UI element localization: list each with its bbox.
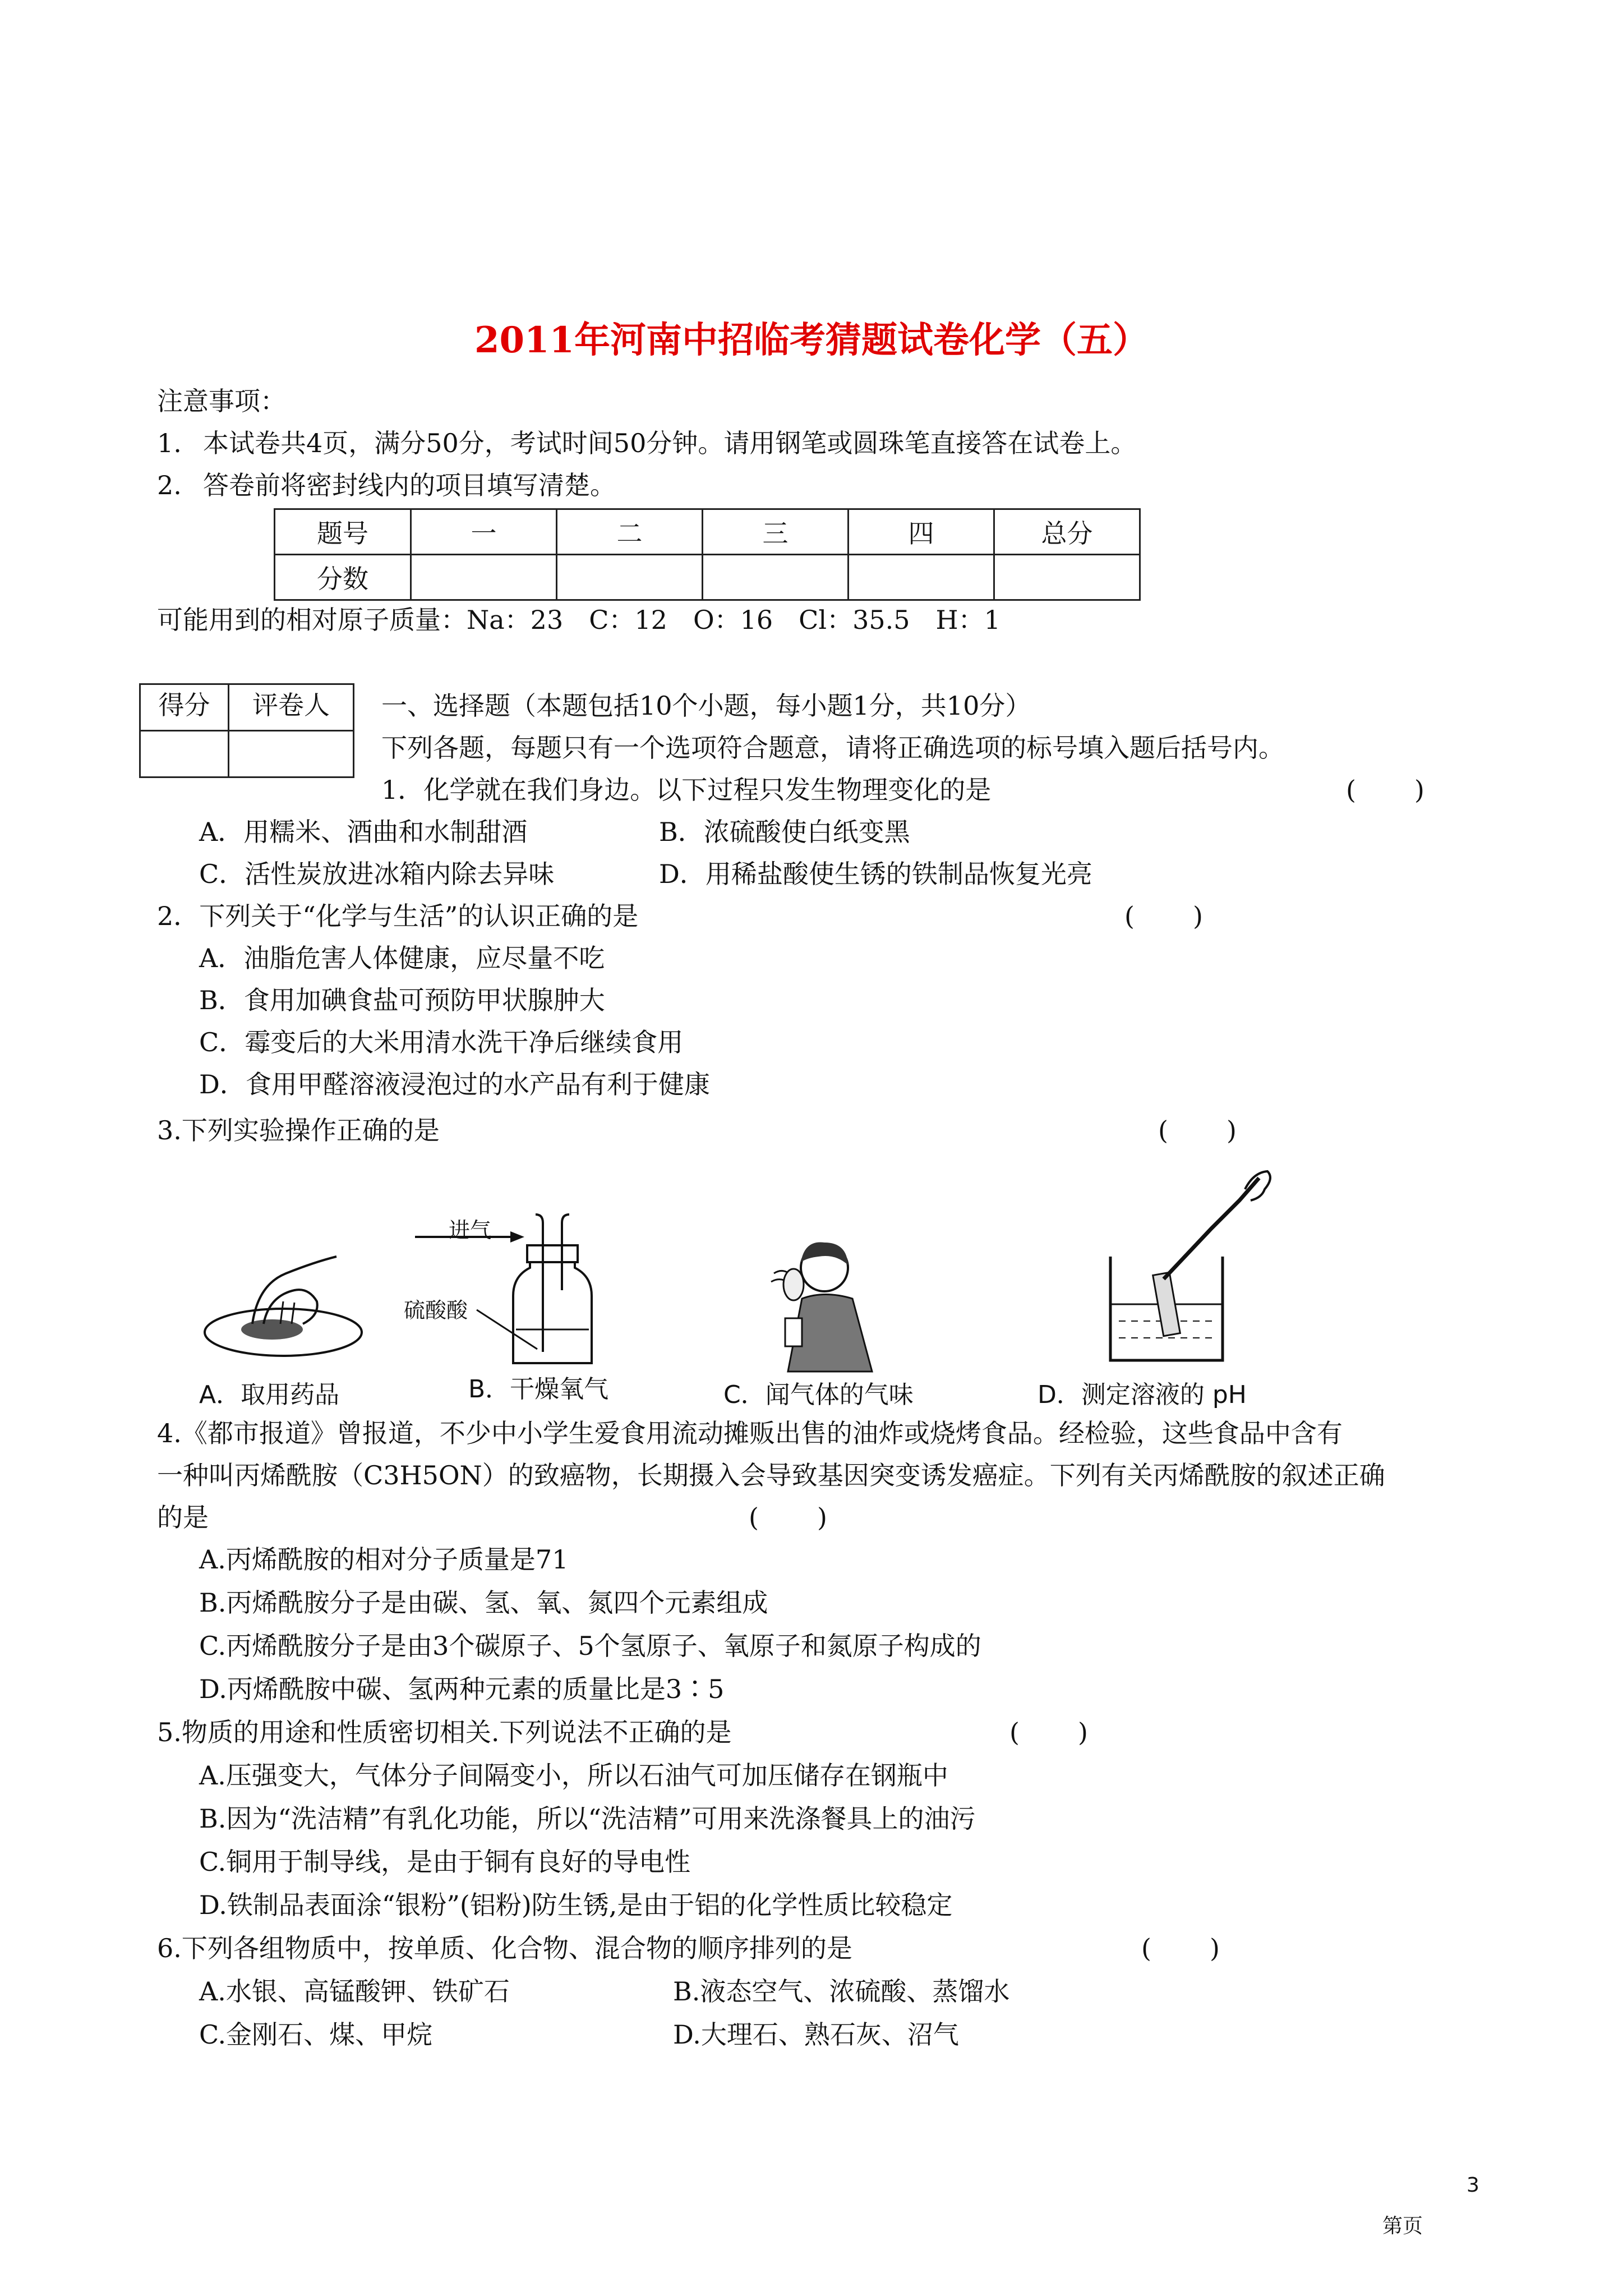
hand-taking-reagent-figure xyxy=(196,1240,376,1369)
q5-option-b: B.因为“洗洁精”有乳化功能，所以“洗洁精”可用来洗涤餐具上的油污 xyxy=(199,1803,976,1834)
q2-stem: 2．下列关于“化学与生活”的认识正确的是 xyxy=(157,901,639,931)
notice-heading: 注意事项： xyxy=(157,386,286,416)
grader-score-label: 得分 xyxy=(140,684,229,731)
q1-stem: 1．化学就在我们身边。以下过程只发生物理变化的是 xyxy=(381,775,992,805)
gas-drying-bottle-figure xyxy=(409,1212,600,1369)
q3-stem: 3.下列实验操作正确的是 xyxy=(157,1115,440,1145)
q1-option-c: C．活性炭放进冰箱内除去异味 xyxy=(199,859,555,889)
page-number: 3 xyxy=(1467,2174,1479,2197)
q4-option-b: B.丙烯酰胺分子是由碳、氢、氧、氮四个元素组成 xyxy=(199,1588,768,1618)
score-table-header-cell: 三 xyxy=(703,509,849,555)
q3-answer-bracket[interactable]: ( ) xyxy=(1158,1115,1239,1145)
q4-option-d: D.丙烯酰胺中碳、氢两种元素的质量比是3∶5 xyxy=(199,1674,725,1704)
score-table-header-cell: 四 xyxy=(849,509,994,555)
q6-option-d: D.大理石、熟石灰、沼气 xyxy=(673,2019,959,2050)
grader-name-cell[interactable] xyxy=(229,731,354,777)
atomic-masses: 可能用到的相对原子质量：Na：23 C：12 O：16 Cl：35.5 H：1 xyxy=(157,605,1000,635)
q1-answer-bracket[interactable]: ( ) xyxy=(1346,775,1427,805)
score-table-score-row xyxy=(275,555,1140,600)
score-cell[interactable] xyxy=(411,555,557,600)
score-cell[interactable] xyxy=(557,555,703,600)
q2-option-c: C．霉变后的大米用清水洗干净后继续食用 xyxy=(199,1027,684,1057)
score-cell[interactable] xyxy=(994,555,1140,600)
notice-item-2-text: 答卷前将密封线内的项目填写清楚。 xyxy=(203,470,616,500)
score-cell[interactable] xyxy=(849,555,994,600)
page-label: 第页 xyxy=(1382,2215,1423,2238)
q5-option-a: A.压强变大，气体分子间隔变小，所以石油气可加压储存在钢瓶中 xyxy=(199,1760,948,1791)
q4-option-c: C.丙烯酰胺分子是由3个碳原子、5个氢原子、氧原子和氮原子构成的 xyxy=(199,1631,981,1661)
q1-option-d: D．用稀盐酸使生锈的铁制品恢复光亮 xyxy=(659,859,1092,889)
q6-option-a: A.水银、高锰酸钾、铁矿石 xyxy=(199,1976,510,2007)
page-title: 2011年河南中招临考猜题试卷化学（五） xyxy=(474,319,1149,361)
q1-option-a: A．用糯米、酒曲和水制甜酒 xyxy=(199,817,528,847)
q6-option-c: C.金刚石、煤、甲烷 xyxy=(199,2019,433,2050)
score-table-header-row xyxy=(275,509,1140,555)
q3-option-c: C．闻气体的气味 xyxy=(723,1381,914,1409)
score-row-label: 分数 xyxy=(275,555,411,600)
fig-label-gas-in: 进气 xyxy=(449,1218,492,1243)
q5-option-c: C.铜用于制导线，是由于铜有良好的导电性 xyxy=(199,1847,691,1877)
q4-stem-line-3: 的是 xyxy=(157,1502,209,1533)
fig-label-acid: 硫酸酸 xyxy=(404,1298,468,1323)
q2-option-a: A．油脂危害人体健康，应尽量不吃 xyxy=(199,943,605,973)
q4-stem-line-1: 4.《都市报道》曾报道，不少中小学生爱食用流动摊贩出售的油炸或烧烤食品。经检验，这些食品中含有 xyxy=(157,1418,1343,1448)
notice-item-2-number: 2. xyxy=(157,470,182,500)
notice-item-1-number: 1. xyxy=(157,428,182,458)
smelling-gas-figure xyxy=(740,1234,897,1374)
score-table-header-cell: 一 xyxy=(411,509,557,555)
q4-stem-line-2: 一种叫丙烯酰胺（C3H5ON）的致癌物，长期摄入会导致基因突变诱发癌症。下列有关丙烯酰胺的叙述正确 xyxy=(157,1460,1385,1490)
q5-answer-bracket[interactable]: ( ) xyxy=(1009,1717,1090,1747)
q3-option-a: A．取用药品 xyxy=(199,1381,340,1409)
q6-stem: 6.下列各组物质中，按单质、化合物、混合物的顺序排列的是 xyxy=(157,1933,852,1963)
q5-stem: 5.物质的用途和性质密切相关.下列说法不正确的是 xyxy=(157,1717,732,1747)
q3-option-b: B．干燥氧气 xyxy=(468,1375,609,1404)
q2-option-b: B．食用加碘食盐可预防甲状腺肿大 xyxy=(199,985,605,1015)
q1-option-b: B．浓硫酸使白纸变黑 xyxy=(659,817,910,847)
score-table-header-cell: 二 xyxy=(557,509,703,555)
section1-instruction: 下列各题，每题只有一个选项符合题意，请将正确选项的标号填入题后括号内。 xyxy=(381,733,1284,763)
ph-test-beaker-figure xyxy=(1099,1167,1279,1374)
grader-score-cell[interactable] xyxy=(140,731,229,777)
score-table xyxy=(274,508,1141,601)
q4-answer-bracket[interactable]: ( ) xyxy=(749,1502,829,1533)
q6-answer-bracket[interactable]: ( ) xyxy=(1141,1933,1222,1963)
q5-option-d: D.铁制品表面涂“银粉”(铝粉)防生锈,是由于铝的化学性质比较稳定 xyxy=(199,1890,953,1920)
q3-option-d: D．测定溶液的 pH xyxy=(1038,1381,1247,1409)
score-table-header-cell: 题号 xyxy=(275,509,411,555)
score-cell[interactable] xyxy=(703,555,849,600)
q6-option-b: B.液态空气、浓硫酸、蒸馏水 xyxy=(673,1976,1010,2007)
section1-heading: 一、选择题（本题包括10个小题，每小题1分，共10分） xyxy=(381,691,1031,721)
q4-option-a: A.丙烯酰胺的相对分子质量是71 xyxy=(199,1544,569,1575)
grader-name-label: 评卷人 xyxy=(229,684,354,731)
q2-option-d: D．食用甲醛溶液浸泡过的水产品有利于健康 xyxy=(199,1069,710,1099)
q2-answer-bracket[interactable]: ( ) xyxy=(1124,901,1205,931)
notice-item-1-text: 本试卷共4页，满分50分，考试时间50分钟。请用钢笔或圆珠笔直接答在试卷上。 xyxy=(203,428,1137,458)
grader-table xyxy=(139,683,354,778)
score-table-header-cell: 总分 xyxy=(994,509,1140,555)
